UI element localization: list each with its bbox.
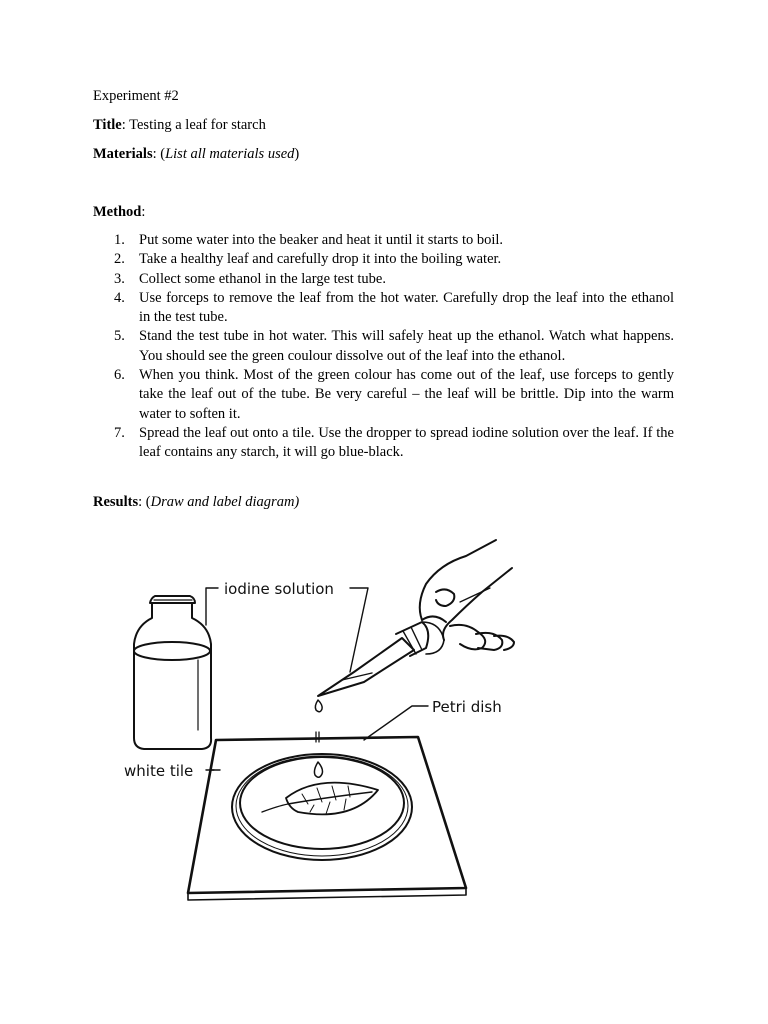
step-number: 1. [114,232,125,248]
label-leader-lines [206,588,428,770]
step-text: Put some water into the beaker and heat it until it starts to boil. [139,232,504,248]
step-number: 4. [114,289,125,306]
title-label: Title [93,117,122,133]
step-number: 7. [114,424,125,441]
method-label: Method [93,204,142,220]
materials-note: List all materials used [165,146,295,162]
iodine-solution-label: iodine solution [224,580,334,598]
method-heading: Method: [93,204,146,220]
iodine-bottle [134,596,211,749]
method-step [93,231,674,250]
hand [420,540,514,650]
method-step [93,424,674,463]
method-steps-list [93,231,674,463]
results-label: Results [93,494,139,510]
dropper-pipette [318,622,444,696]
results-open-paren: ( [145,494,151,510]
method-step [93,289,674,328]
title-line: Title: Testing a leaf for starch [93,117,266,133]
step-number: 2. [114,251,125,268]
method-step [93,250,674,269]
materials-line: Materials: (List all materials used) [93,146,300,162]
white-tile [188,737,466,900]
step-text: Take a healthy leaf and carefully drop it into the boiling water. [139,251,502,268]
experiment-heading: Experiment #2 [93,88,179,104]
materials-label: Materials [93,146,153,162]
petri-dish-label: Petri dish [432,698,502,716]
method-step [93,327,674,366]
step-text: Collect some ethanol in the large test tube. [139,270,386,287]
materials-open-paren: ( [160,146,166,162]
step-text: When you think. Most of the green colour has come out of the leaf, use forceps to gently take the leaf out of the tube. Be very careful – the leaf will be brittle. Dip into the warm water to soften it. [139,367,674,422]
iodine-test-diagram [110,530,530,910]
leaf [262,783,378,815]
step-number: 5. [114,328,125,345]
step-number: 3. [114,270,125,287]
step-text: Stand the test tube in hot water. This will safely heat up the ethanol. Watch what happens. You should see the green coulour dissolve out of the leaf into the ethanol. [139,328,674,364]
materials-close-paren: ) [294,146,300,162]
method-step [93,270,674,289]
step-text: Use forceps to remove the leaf from the hot water. Carefully drop the leaf into the ethanol in the test tube. [139,289,674,326]
method-step [93,366,674,424]
results-note: Draw and label diagram) [150,494,300,510]
results-line: Results: (Draw and label diagram) [93,494,300,510]
step-number: 6. [114,367,125,384]
step-text: Spread the leaf out onto a tile. Use the dropper to spread iodine solution over the leaf. If the leaf contains any starch, it will go blue-black. [139,424,674,461]
white-tile-label: white tile [124,762,194,780]
title-text: Testing a leaf for starch [129,117,266,133]
